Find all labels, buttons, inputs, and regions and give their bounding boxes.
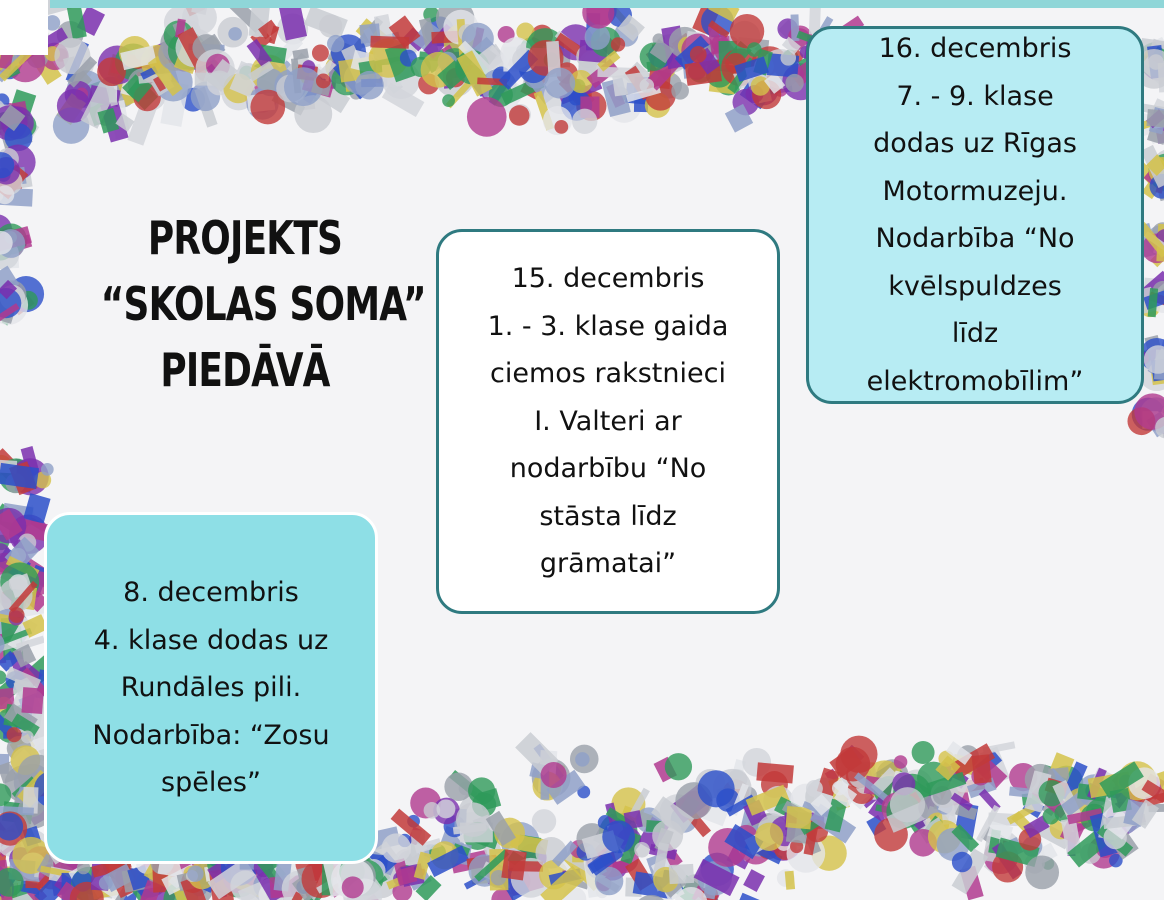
event-line: stāsta līdz bbox=[539, 500, 677, 532]
event-line: spēles” bbox=[161, 767, 261, 799]
project-title bbox=[100, 205, 426, 403]
event-line: Nodarbība “No bbox=[875, 223, 1075, 254]
event-line: nodarbību “No bbox=[509, 453, 707, 485]
event-line: Nodarbība: “Zosu bbox=[92, 719, 330, 751]
event-card-dec-15 bbox=[436, 229, 780, 614]
event-line: 4. klase dodas uz bbox=[93, 624, 329, 656]
event-line: 16. decembris bbox=[878, 33, 1072, 64]
event-line: Rundāles pili. bbox=[120, 672, 302, 704]
event-line: kvēlspuldzes bbox=[888, 270, 1062, 302]
event-line: 15. decembris bbox=[511, 263, 705, 295]
title-line: “SKOLAS SOMA” bbox=[100, 277, 426, 331]
event-line: grāmatai” bbox=[539, 548, 677, 580]
event-line: 7. - 9. klase bbox=[896, 80, 1054, 112]
event-card-dec-16 bbox=[806, 26, 1144, 404]
event-line: līdz bbox=[951, 318, 999, 349]
event-line: elektromobīlim” bbox=[866, 365, 1084, 397]
corner-patch bbox=[0, 0, 48, 55]
event-line: 8. decembris bbox=[123, 577, 299, 609]
title-line: PROJEKTS bbox=[147, 211, 343, 265]
event-line: dodas uz Rīgas bbox=[873, 128, 1077, 159]
event-line: ciemos rakstnieci bbox=[490, 358, 726, 390]
top-accent-bar bbox=[50, 0, 1164, 8]
event-line: I. Valteri ar bbox=[534, 405, 682, 437]
title-line: PIEDĀVĀ bbox=[160, 343, 330, 397]
event-line: Motormuzeju. bbox=[882, 175, 1068, 207]
event-card-dec-8 bbox=[44, 512, 378, 864]
event-line: 1. - 3. klase gaida bbox=[487, 310, 729, 342]
